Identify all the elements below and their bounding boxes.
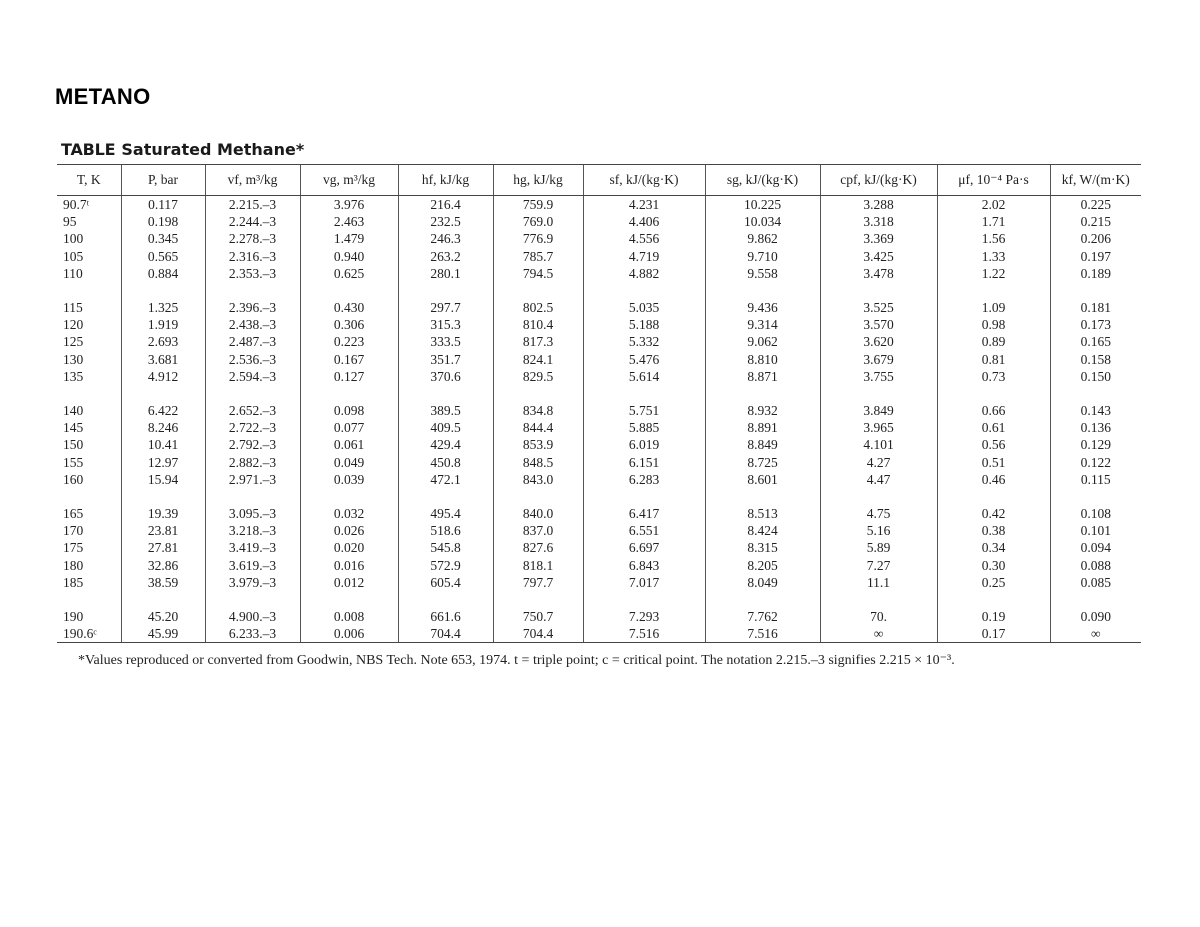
table-cell: 7.762 bbox=[705, 608, 820, 625]
table-cell: 0.026 bbox=[300, 522, 398, 539]
table-cell: 0.008 bbox=[300, 608, 398, 625]
table-cell: 0.108 bbox=[1050, 505, 1141, 522]
table-cell: 2.278.–3 bbox=[205, 230, 300, 247]
table-cell: 125 bbox=[63, 334, 84, 350]
table-cell: 0.039 bbox=[300, 471, 398, 488]
table-cell: 110 bbox=[63, 265, 83, 281]
table-cell: 0.136 bbox=[1050, 419, 1141, 436]
table-cell: 8.601 bbox=[705, 471, 820, 488]
table-cell: 8.315 bbox=[705, 539, 820, 556]
table-cell: 2.882.–3 bbox=[205, 454, 300, 471]
table-cell: 5.614 bbox=[583, 368, 705, 385]
table-cell: 5.188 bbox=[583, 316, 705, 333]
column-header: sg, kJ/(kg·K) bbox=[705, 165, 820, 196]
table-cell: 4.556 bbox=[583, 230, 705, 247]
table-cell: 297.7 bbox=[398, 299, 493, 316]
table-cell: 824.1 bbox=[493, 351, 583, 368]
table-cell: 23.81 bbox=[121, 522, 205, 539]
table-cell: 2.487.–3 bbox=[205, 333, 300, 350]
table-cell: 2.244.–3 bbox=[205, 213, 300, 230]
table-cell: 829.5 bbox=[493, 368, 583, 385]
table-cell: 6.551 bbox=[583, 522, 705, 539]
table-cell: 0.565 bbox=[121, 248, 205, 265]
table-cell: 4.406 bbox=[583, 213, 705, 230]
table-cell: 518.6 bbox=[398, 522, 493, 539]
table-cell: 100 bbox=[63, 231, 84, 247]
table-cell: 2.438.–3 bbox=[205, 316, 300, 333]
table-cell: 794.5 bbox=[493, 265, 583, 282]
table-cell: 8.810 bbox=[705, 351, 820, 368]
table-cell: 759.9 bbox=[493, 196, 583, 214]
table-cell: 6.019 bbox=[583, 436, 705, 453]
table-cell: 190 bbox=[63, 609, 84, 625]
table-cell: 7.293 bbox=[583, 608, 705, 625]
table-cell: 280.1 bbox=[398, 265, 493, 282]
table-cell: 853.9 bbox=[493, 436, 583, 453]
table-cell: 45.99 bbox=[121, 625, 205, 643]
table-cell: 11.1 bbox=[820, 574, 937, 591]
table-cell: 232.5 bbox=[398, 213, 493, 230]
table-cell: 4.27 bbox=[820, 454, 937, 471]
table-cell: 2.536.–3 bbox=[205, 351, 300, 368]
table-header-row bbox=[57, 165, 1141, 196]
table-cell: 1.479 bbox=[300, 230, 398, 247]
table-cell: 2.722.–3 bbox=[205, 419, 300, 436]
table-cell: 3.620 bbox=[820, 333, 937, 350]
table-cell: 5.751 bbox=[583, 402, 705, 419]
page-heading: METANO bbox=[55, 84, 151, 109]
table-cell: 843.0 bbox=[493, 471, 583, 488]
table-cell: 0.215 bbox=[1050, 213, 1141, 230]
table-row bbox=[57, 299, 1141, 316]
table-cell: 0.625 bbox=[300, 265, 398, 282]
table-row bbox=[57, 230, 1141, 247]
table-cell: 3.419.–3 bbox=[205, 539, 300, 556]
group-separator bbox=[57, 282, 1141, 299]
table-cell: 7.27 bbox=[820, 557, 937, 574]
table-cell: 817.3 bbox=[493, 333, 583, 350]
table-cell: 3.681 bbox=[121, 351, 205, 368]
table-cell: 12.97 bbox=[121, 454, 205, 471]
table-cell: 27.81 bbox=[121, 539, 205, 556]
table-cell: 4.75 bbox=[820, 505, 937, 522]
table-cell: 0.020 bbox=[300, 539, 398, 556]
table-cell: 2.215.–3 bbox=[205, 196, 300, 214]
table-cell: 1.56 bbox=[937, 230, 1050, 247]
table-cell: 0.940 bbox=[300, 248, 398, 265]
table-cell: 7.516 bbox=[583, 625, 705, 643]
table-cell: 0.077 bbox=[300, 419, 398, 436]
table-cell: 3.425 bbox=[820, 248, 937, 265]
table-cell: 409.5 bbox=[398, 419, 493, 436]
table-cell: 4.912 bbox=[121, 368, 205, 385]
table-cell: 216.4 bbox=[398, 196, 493, 214]
table-name: Saturated Methane* bbox=[121, 140, 305, 159]
table-cell: 0.032 bbox=[300, 505, 398, 522]
table-cell: 0.345 bbox=[121, 230, 205, 247]
table-cell: 0.094 bbox=[1050, 539, 1141, 556]
table-cell: 0.73 bbox=[937, 368, 1050, 385]
table-row bbox=[57, 265, 1141, 282]
table-row bbox=[57, 402, 1141, 419]
table-cell: 0.223 bbox=[300, 333, 398, 350]
table-cell: 785.7 bbox=[493, 248, 583, 265]
table-cell: 704.4 bbox=[493, 625, 583, 643]
table-cell: 190.6ᶜ bbox=[57, 625, 121, 643]
table-cell: 130 bbox=[63, 351, 84, 367]
table-cell: 0.42 bbox=[937, 505, 1050, 522]
table-cell: 0.306 bbox=[300, 316, 398, 333]
table-cell: 0.150 bbox=[1050, 368, 1141, 385]
table-cell: 0.165 bbox=[1050, 333, 1141, 350]
table-row bbox=[57, 351, 1141, 368]
table-cell: 9.710 bbox=[705, 248, 820, 265]
table-cell: 2.594.–3 bbox=[205, 368, 300, 385]
table-cell: 4.47 bbox=[820, 471, 937, 488]
table-cell: 0.173 bbox=[1050, 316, 1141, 333]
table-cell: 155 bbox=[63, 454, 84, 470]
table-cell: 1.33 bbox=[937, 248, 1050, 265]
table-cell: 0.198 bbox=[121, 213, 205, 230]
table-cell: 6.283 bbox=[583, 471, 705, 488]
table-cell: 246.3 bbox=[398, 230, 493, 247]
table-row bbox=[57, 368, 1141, 385]
table-cell: 10.034 bbox=[705, 213, 820, 230]
table-cell: 6.422 bbox=[121, 402, 205, 419]
table-row bbox=[57, 436, 1141, 453]
table-cell: 450.8 bbox=[398, 454, 493, 471]
table-row bbox=[57, 574, 1141, 591]
table-cell: 3.755 bbox=[820, 368, 937, 385]
table-cell: 797.7 bbox=[493, 574, 583, 591]
table-cell: 6.697 bbox=[583, 539, 705, 556]
table-cell: 5.476 bbox=[583, 351, 705, 368]
column-header: kf, W/(m·K) bbox=[1050, 165, 1141, 196]
table-cell: 848.5 bbox=[493, 454, 583, 471]
table-cell: 0.167 bbox=[300, 351, 398, 368]
table-cell: 140 bbox=[63, 403, 84, 419]
table-cell: 8.871 bbox=[705, 368, 820, 385]
table-cell: 1.09 bbox=[937, 299, 1050, 316]
table-cell: 4.719 bbox=[583, 248, 705, 265]
table-cell: 5.89 bbox=[820, 539, 937, 556]
table-cell: 545.8 bbox=[398, 539, 493, 556]
table-title bbox=[61, 140, 304, 159]
table-cell: 7.516 bbox=[705, 625, 820, 643]
table-cell: 165 bbox=[63, 506, 84, 522]
table-cell: 8.424 bbox=[705, 522, 820, 539]
table-cell: 0.81 bbox=[937, 351, 1050, 368]
table-cell: 3.288 bbox=[820, 196, 937, 214]
table-cell: 769.0 bbox=[493, 213, 583, 230]
group-separator bbox=[57, 385, 1141, 402]
group-separator bbox=[57, 488, 1141, 505]
table-cell: 802.5 bbox=[493, 299, 583, 316]
table-cell: 5.332 bbox=[583, 333, 705, 350]
table-cell: 6.417 bbox=[583, 505, 705, 522]
table-cell: 3.976 bbox=[300, 196, 398, 214]
table-cell: 837.0 bbox=[493, 522, 583, 539]
table-cell: 5.035 bbox=[583, 299, 705, 316]
table-cell: 2.02 bbox=[937, 196, 1050, 214]
table-cell: 8.205 bbox=[705, 557, 820, 574]
table-cell: 0.090 bbox=[1050, 608, 1141, 625]
table-cell: 0.17 bbox=[937, 625, 1050, 643]
table-cell: 90.7ᵗ bbox=[63, 197, 90, 212]
table-cell: 3.478 bbox=[820, 265, 937, 282]
table-cell: 315.3 bbox=[398, 316, 493, 333]
table-cell: 818.1 bbox=[493, 557, 583, 574]
table-cell: 1.919 bbox=[121, 316, 205, 333]
table-row bbox=[57, 419, 1141, 436]
table-cell: 429.4 bbox=[398, 436, 493, 453]
table-footnote: *Values reproduced or converted from Goodwin, NBS Tech. Note 653, 1974. t = triple point; c = critical point. The notation 2.215.–3 signifies 2.215 × 10⁻³. bbox=[78, 653, 955, 668]
table-cell: 0.189 bbox=[1050, 265, 1141, 282]
table-cell: 0.19 bbox=[937, 608, 1050, 625]
table-cell: 840.0 bbox=[493, 505, 583, 522]
table-cell: 3.965 bbox=[820, 419, 937, 436]
table-cell: 827.6 bbox=[493, 539, 583, 556]
table-cell: 810.4 bbox=[493, 316, 583, 333]
table-cell: 8.049 bbox=[705, 574, 820, 591]
table-cell: 8.849 bbox=[705, 436, 820, 453]
table-cell: 572.9 bbox=[398, 557, 493, 574]
table-cell: 0.088 bbox=[1050, 557, 1141, 574]
column-header: cpf, kJ/(kg·K) bbox=[820, 165, 937, 196]
table-cell: 3.218.–3 bbox=[205, 522, 300, 539]
column-header: hg, kJ/kg bbox=[493, 165, 583, 196]
table-cell: 38.59 bbox=[121, 574, 205, 591]
table-cell: 0.225 bbox=[1050, 196, 1141, 214]
table-cell: 135 bbox=[63, 368, 84, 384]
table-cell: 0.430 bbox=[300, 299, 398, 316]
group-separator bbox=[57, 591, 1141, 608]
table-cell: 115 bbox=[63, 300, 83, 316]
table-row bbox=[57, 522, 1141, 539]
table-cell: 3.570 bbox=[820, 316, 937, 333]
table-cell: 3.318 bbox=[820, 213, 937, 230]
table-cell: 9.062 bbox=[705, 333, 820, 350]
table-cell: 45.20 bbox=[121, 608, 205, 625]
table-cell: 9.436 bbox=[705, 299, 820, 316]
table-cell: 0.127 bbox=[300, 368, 398, 385]
table-row bbox=[57, 316, 1141, 333]
table-cell: 2.971.–3 bbox=[205, 471, 300, 488]
table-row bbox=[57, 454, 1141, 471]
table-cell: 15.94 bbox=[121, 471, 205, 488]
table-cell: 95 bbox=[63, 214, 77, 230]
table-cell: 0.098 bbox=[300, 402, 398, 419]
table-cell: 9.314 bbox=[705, 316, 820, 333]
table-cell: 2.396.–3 bbox=[205, 299, 300, 316]
table-cell: 0.34 bbox=[937, 539, 1050, 556]
table-cell: 704.4 bbox=[398, 625, 493, 643]
table-cell: 0.129 bbox=[1050, 436, 1141, 453]
table-cell: 150 bbox=[63, 437, 84, 453]
table-cell: 8.891 bbox=[705, 419, 820, 436]
table-cell: 370.6 bbox=[398, 368, 493, 385]
table-cell: 170 bbox=[63, 523, 84, 539]
table-cell: 8.513 bbox=[705, 505, 820, 522]
table-cell: 3.619.–3 bbox=[205, 557, 300, 574]
table-cell: 0.197 bbox=[1050, 248, 1141, 265]
table-cell: 472.1 bbox=[398, 471, 493, 488]
table-cell: 0.25 bbox=[937, 574, 1050, 591]
table-cell: 0.38 bbox=[937, 522, 1050, 539]
table-cell: 0.181 bbox=[1050, 299, 1141, 316]
table-cell: 776.9 bbox=[493, 230, 583, 247]
table-cell: 7.017 bbox=[583, 574, 705, 591]
column-header: vf, m³/kg bbox=[205, 165, 300, 196]
table-cell: 3.369 bbox=[820, 230, 937, 247]
table-cell: 0.117 bbox=[121, 196, 205, 214]
table-row bbox=[57, 248, 1141, 265]
saturated-methane-table bbox=[57, 164, 1141, 643]
table-cell: 3.679 bbox=[820, 351, 937, 368]
table-cell: 1.71 bbox=[937, 213, 1050, 230]
table-cell: 0.884 bbox=[121, 265, 205, 282]
table-cell: 834.8 bbox=[493, 402, 583, 419]
table-cell: 105 bbox=[63, 248, 84, 264]
table-row bbox=[57, 625, 1141, 643]
table-cell: 160 bbox=[63, 471, 84, 487]
table-cell: 4.882 bbox=[583, 265, 705, 282]
table-cell: 351.7 bbox=[398, 351, 493, 368]
column-header: μf, 10⁻⁴ Pa·s bbox=[937, 165, 1050, 196]
table-cell: 0.46 bbox=[937, 471, 1050, 488]
table-cell: 0.158 bbox=[1050, 351, 1141, 368]
table-cell: 6.843 bbox=[583, 557, 705, 574]
table-cell: 3.849 bbox=[820, 402, 937, 419]
table-cell: 0.206 bbox=[1050, 230, 1141, 247]
table-row bbox=[57, 213, 1141, 230]
table-cell: 2.463 bbox=[300, 213, 398, 230]
table-cell: 0.143 bbox=[1050, 402, 1141, 419]
table-cell: ∞ bbox=[820, 625, 937, 643]
table-cell: 185 bbox=[63, 574, 84, 590]
table-cell: 4.101 bbox=[820, 436, 937, 453]
table-cell: 4.231 bbox=[583, 196, 705, 214]
table-cell: 389.5 bbox=[398, 402, 493, 419]
table-cell: 2.353.–3 bbox=[205, 265, 300, 282]
table-cell: 2.693 bbox=[121, 333, 205, 350]
table-cell: 8.725 bbox=[705, 454, 820, 471]
table-cell: 0.101 bbox=[1050, 522, 1141, 539]
table-cell: 0.115 bbox=[1050, 471, 1141, 488]
table-row bbox=[57, 333, 1141, 350]
table-cell: 0.66 bbox=[937, 402, 1050, 419]
table-cell: 4.900.–3 bbox=[205, 608, 300, 625]
table-cell: 32.86 bbox=[121, 557, 205, 574]
table-cell: 333.5 bbox=[398, 333, 493, 350]
table-cell: 750.7 bbox=[493, 608, 583, 625]
table-cell: 180 bbox=[63, 557, 84, 573]
table-cell: 844.4 bbox=[493, 419, 583, 436]
table-cell: 9.862 bbox=[705, 230, 820, 247]
table-cell: 0.61 bbox=[937, 419, 1050, 436]
table-cell: 2.316.–3 bbox=[205, 248, 300, 265]
table-cell: 3.525 bbox=[820, 299, 937, 316]
table-cell: 1.22 bbox=[937, 265, 1050, 282]
column-header: sf, kJ/(kg·K) bbox=[583, 165, 705, 196]
column-header: vg, m³/kg bbox=[300, 165, 398, 196]
table-cell: 0.061 bbox=[300, 436, 398, 453]
column-header: hf, kJ/kg bbox=[398, 165, 493, 196]
column-header: P, bar bbox=[121, 165, 205, 196]
table-cell: 175 bbox=[63, 540, 84, 556]
table-cell: 10.41 bbox=[121, 436, 205, 453]
table-row bbox=[57, 608, 1141, 625]
table-cell: 3.095.–3 bbox=[205, 505, 300, 522]
table-cell: 2.792.–3 bbox=[205, 436, 300, 453]
table-row bbox=[57, 505, 1141, 522]
table-cell: 661.6 bbox=[398, 608, 493, 625]
table-cell: 5.16 bbox=[820, 522, 937, 539]
table-cell: 2.652.–3 bbox=[205, 402, 300, 419]
table-row bbox=[57, 196, 1141, 214]
table-cell: 0.012 bbox=[300, 574, 398, 591]
table-tag: TABLE bbox=[61, 140, 116, 159]
table-cell: 1.325 bbox=[121, 299, 205, 316]
table-cell: 0.049 bbox=[300, 454, 398, 471]
table-row bbox=[57, 471, 1141, 488]
table-cell: 6.233.–3 bbox=[205, 625, 300, 643]
table-cell: 0.51 bbox=[937, 454, 1050, 471]
table-cell: 120 bbox=[63, 317, 84, 333]
table-cell: 0.98 bbox=[937, 316, 1050, 333]
table-cell: 0.30 bbox=[937, 557, 1050, 574]
table-body bbox=[57, 196, 1141, 643]
table-cell: 495.4 bbox=[398, 505, 493, 522]
table-cell: 0.016 bbox=[300, 557, 398, 574]
table-cell: 0.006 bbox=[300, 625, 398, 643]
table-cell: 5.885 bbox=[583, 419, 705, 436]
table-cell: 9.558 bbox=[705, 265, 820, 282]
table-cell: ∞ bbox=[1050, 625, 1141, 643]
table-cell: 3.979.–3 bbox=[205, 574, 300, 591]
table-cell: 19.39 bbox=[121, 505, 205, 522]
table-cell: 605.4 bbox=[398, 574, 493, 591]
table-cell: 0.085 bbox=[1050, 574, 1141, 591]
table-cell: 145 bbox=[63, 420, 84, 436]
table-cell: 0.122 bbox=[1050, 454, 1141, 471]
table-cell: 0.89 bbox=[937, 333, 1050, 350]
table-row bbox=[57, 557, 1141, 574]
table-cell: 8.246 bbox=[121, 419, 205, 436]
table-cell: 6.151 bbox=[583, 454, 705, 471]
table-cell: 263.2 bbox=[398, 248, 493, 265]
table-cell: 0.56 bbox=[937, 436, 1050, 453]
column-header: T, K bbox=[57, 165, 121, 196]
table-cell: 8.932 bbox=[705, 402, 820, 419]
table-cell: 70. bbox=[820, 608, 937, 625]
table-cell: 10.225 bbox=[705, 196, 820, 214]
table-row bbox=[57, 539, 1141, 556]
